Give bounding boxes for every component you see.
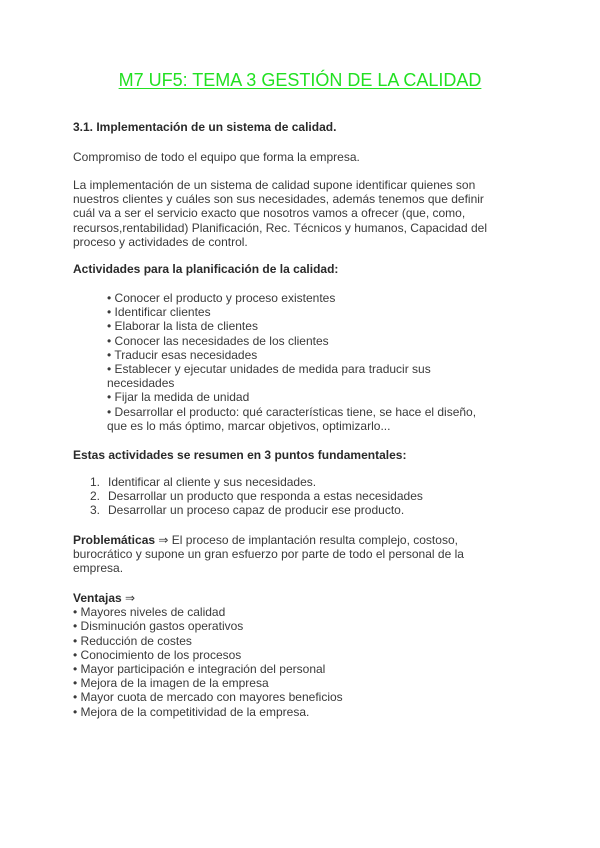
- advantages-label: Ventajas: [73, 591, 122, 605]
- intro-paragraph: [73, 178, 487, 249]
- numbered-item: [90, 503, 423, 517]
- list-item-continuation: que es lo más óptimo, marcar objetivos, optimizarlo...: [107, 418, 391, 433]
- paragraph-line: burocrático y supone un gran esfuerzo por parte de todo el personal de la: [73, 547, 464, 562]
- arrow-icon: ⇒: [158, 533, 169, 547]
- item-number: 2.: [90, 489, 101, 504]
- problems-paragraph: [73, 533, 464, 576]
- document-title: M7 UF5: TEMA 3 GESTIÓN DE LA CALIDAD: [118, 70, 482, 90]
- activities-heading: Actividades para la planificación de la calidad:: [73, 262, 339, 276]
- list-item: • Fijar la medida de unidad: [107, 390, 250, 405]
- list-item: • Conocer el producto y proceso existentes: [107, 291, 336, 305]
- list-item: • Mejora de la imagen de la empresa: [73, 676, 269, 691]
- activities-list: [107, 291, 476, 433]
- list-item: • Mejora de la competitividad de la empresa.: [73, 704, 310, 719]
- paragraph-line: empresa.: [73, 561, 124, 576]
- paragraph-text: El proceso de implantación resulta complejo, costoso,: [171, 533, 458, 547]
- list-item: • Mayor participación e integración del personal: [73, 661, 326, 676]
- problems-label: Problemáticas: [73, 533, 156, 547]
- advantages-heading: [73, 591, 343, 605]
- list-item: • Identificar clientes: [107, 305, 211, 320]
- item-text: Desarrollar un producto que responda a estas necesidades: [108, 489, 423, 504]
- item-number: 3.: [90, 503, 101, 518]
- summary-heading: Estas actividades se resumen en 3 puntos fundamentales:: [73, 448, 407, 462]
- numbered-item: [90, 475, 423, 489]
- list-item: • Mayores niveles de calidad: [73, 605, 226, 620]
- list-item: • Conocimiento de los procesos: [73, 647, 242, 662]
- item-text: Desarrollar un proceso capaz de producir ese producto.: [108, 503, 405, 518]
- arrow-icon: ⇒: [125, 591, 136, 605]
- paragraph-line: La implementación de un sistema de calidad supone identificar quienes son: [73, 178, 476, 192]
- item-number: 1.: [90, 475, 101, 489]
- advantages-section: [73, 591, 343, 719]
- item-text: Identificar al cliente y sus necesidades.: [108, 475, 317, 489]
- compromiso-text: Compromiso de todo el equipo que forma la empresa.: [73, 150, 360, 164]
- list-item: • Conocer las necesidades de los clientes: [107, 333, 329, 348]
- list-item: • Mayor cuota de mercado con mayores beneficios: [73, 690, 343, 705]
- paragraph-line: cuál va a ser el servicio exacto que nosotros vamos a ofrecer (que, como,: [73, 206, 466, 221]
- paragraph-line: recursos,rentabilidad) Planificación, Rec. Técnicos y humanos, Capacidad del: [73, 220, 487, 235]
- summary-list: [90, 475, 423, 518]
- list-item: • Establecer y ejecutar unidades de medida para traducir sus: [107, 361, 431, 376]
- list-item-continuation: necesidades: [107, 376, 175, 391]
- list-item: • Desarrollar el producto: qué características tiene, se hace el diseño,: [107, 404, 477, 419]
- list-item: • Reducción de costes: [73, 633, 192, 648]
- section-heading: 3.1. Implementación de un sistema de calidad.: [73, 120, 337, 134]
- list-item: • Disminución gastos operativos: [73, 619, 244, 634]
- paragraph-line: nuestros clientes y cuáles son sus necesidades, además tenemos que definir: [73, 192, 484, 207]
- paragraph-line: proceso y actividades de control.: [73, 234, 248, 249]
- paragraph-line: [73, 533, 464, 547]
- list-item: • Traducir esas necesidades: [107, 347, 258, 362]
- list-item: • Elaborar la lista de clientes: [107, 319, 258, 334]
- numbered-item: [90, 489, 423, 503]
